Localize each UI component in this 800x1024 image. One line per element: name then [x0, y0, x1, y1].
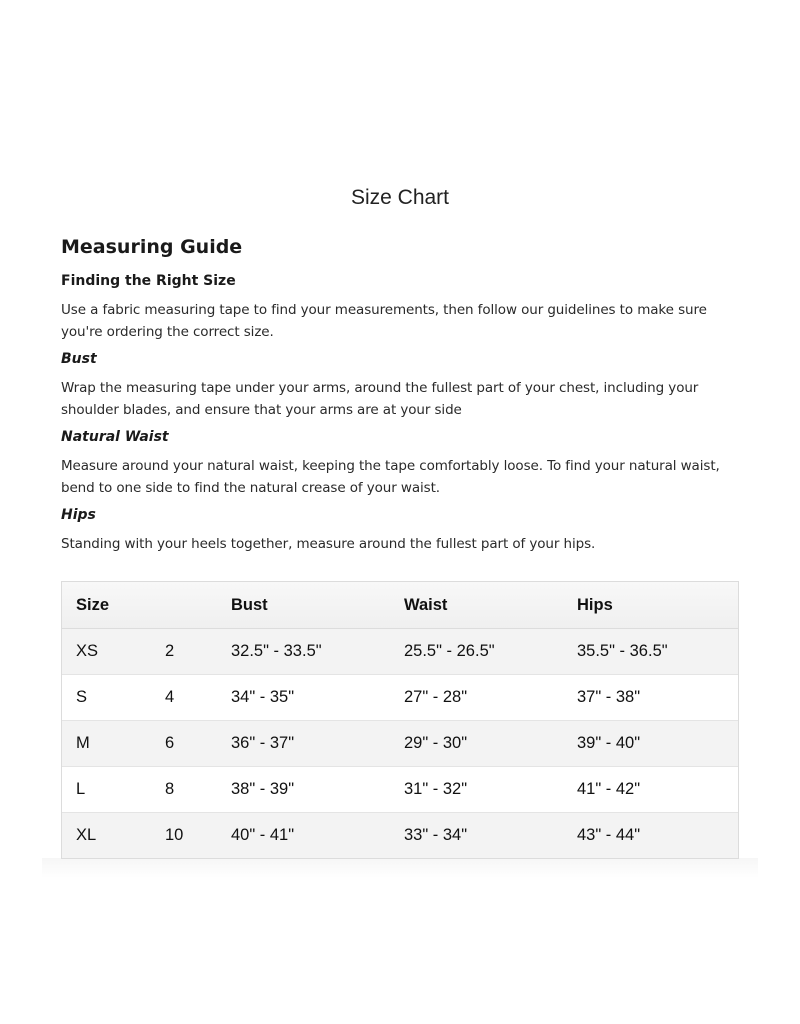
cell-bust: 36" - 37" — [231, 721, 404, 767]
cell-bust: 32.5" - 33.5" — [231, 629, 404, 675]
cell-size: S — [62, 675, 165, 721]
table-row — [62, 813, 738, 859]
cell-hips: 35.5" - 36.5" — [577, 629, 738, 675]
cell-bust: 40" - 41" — [231, 826, 295, 844]
cell-size: XS — [62, 629, 165, 675]
cell-size: XL — [76, 826, 97, 844]
size-table — [62, 582, 738, 858]
header-bust: Bust — [231, 582, 404, 629]
cell-number: 6 — [165, 721, 231, 767]
cell-size: M — [62, 721, 165, 767]
waist-heading: Natural Waist — [61, 429, 169, 445]
cell-hips: 43" - 44" — [577, 826, 641, 844]
hips-heading: Hips — [61, 507, 96, 523]
size-table-container — [61, 581, 739, 859]
cell-bust: 38" - 39" — [231, 767, 404, 813]
cell-waist: 29" - 30" — [404, 721, 577, 767]
cell-bust: 34" - 35" — [231, 675, 404, 721]
table-header-row — [62, 582, 738, 629]
cell-waist: 27" - 28" — [404, 675, 577, 721]
guide-heading: Measuring Guide — [61, 236, 243, 258]
cell-size: L — [62, 767, 165, 813]
finding-size-text: Use a fabric measuring tape to find your measurements, then follow our guidelines to make sure you're ordering the correct size. — [61, 302, 707, 340]
hips-text: Standing with your heels together, measure around the fullest part of your hips. — [61, 536, 596, 552]
page-title: Size Chart — [350, 186, 450, 209]
table-row — [62, 721, 738, 767]
cell-hips: 41" - 42" — [577, 767, 738, 813]
header-hips: Hips — [577, 582, 738, 629]
table-shadow — [42, 858, 758, 878]
table-row — [62, 675, 738, 721]
cell-hips: 37" - 38" — [577, 675, 738, 721]
table-row — [62, 629, 738, 675]
cell-waist: 31" - 32" — [404, 767, 577, 813]
cell-number: 10 — [165, 826, 184, 844]
waist-text: Measure around your natural waist, keeping the tape comfortably loose. To find your natural waist, bend to one side to find the natural crease of your waist. — [61, 458, 720, 496]
cell-number: 8 — [165, 767, 231, 813]
bust-text: Wrap the measuring tape under your arms, around the fullest part of your chest, including your shoulder blades, and ensure that your arms are at your side — [61, 380, 699, 418]
cell-number: 4 — [165, 675, 231, 721]
bust-heading: Bust — [61, 351, 97, 367]
measuring-guide — [61, 232, 741, 561]
cell-hips: 39" - 40" — [577, 721, 738, 767]
header-size: Size — [62, 582, 165, 629]
cell-waist: 33" - 34" — [404, 826, 468, 844]
finding-size-heading: Finding the Right Size — [61, 273, 236, 289]
header-number — [165, 582, 231, 629]
cell-waist: 25.5" - 26.5" — [404, 629, 577, 675]
cell-number: 2 — [165, 629, 231, 675]
table-row — [62, 767, 738, 813]
header-waist: Waist — [404, 582, 577, 629]
